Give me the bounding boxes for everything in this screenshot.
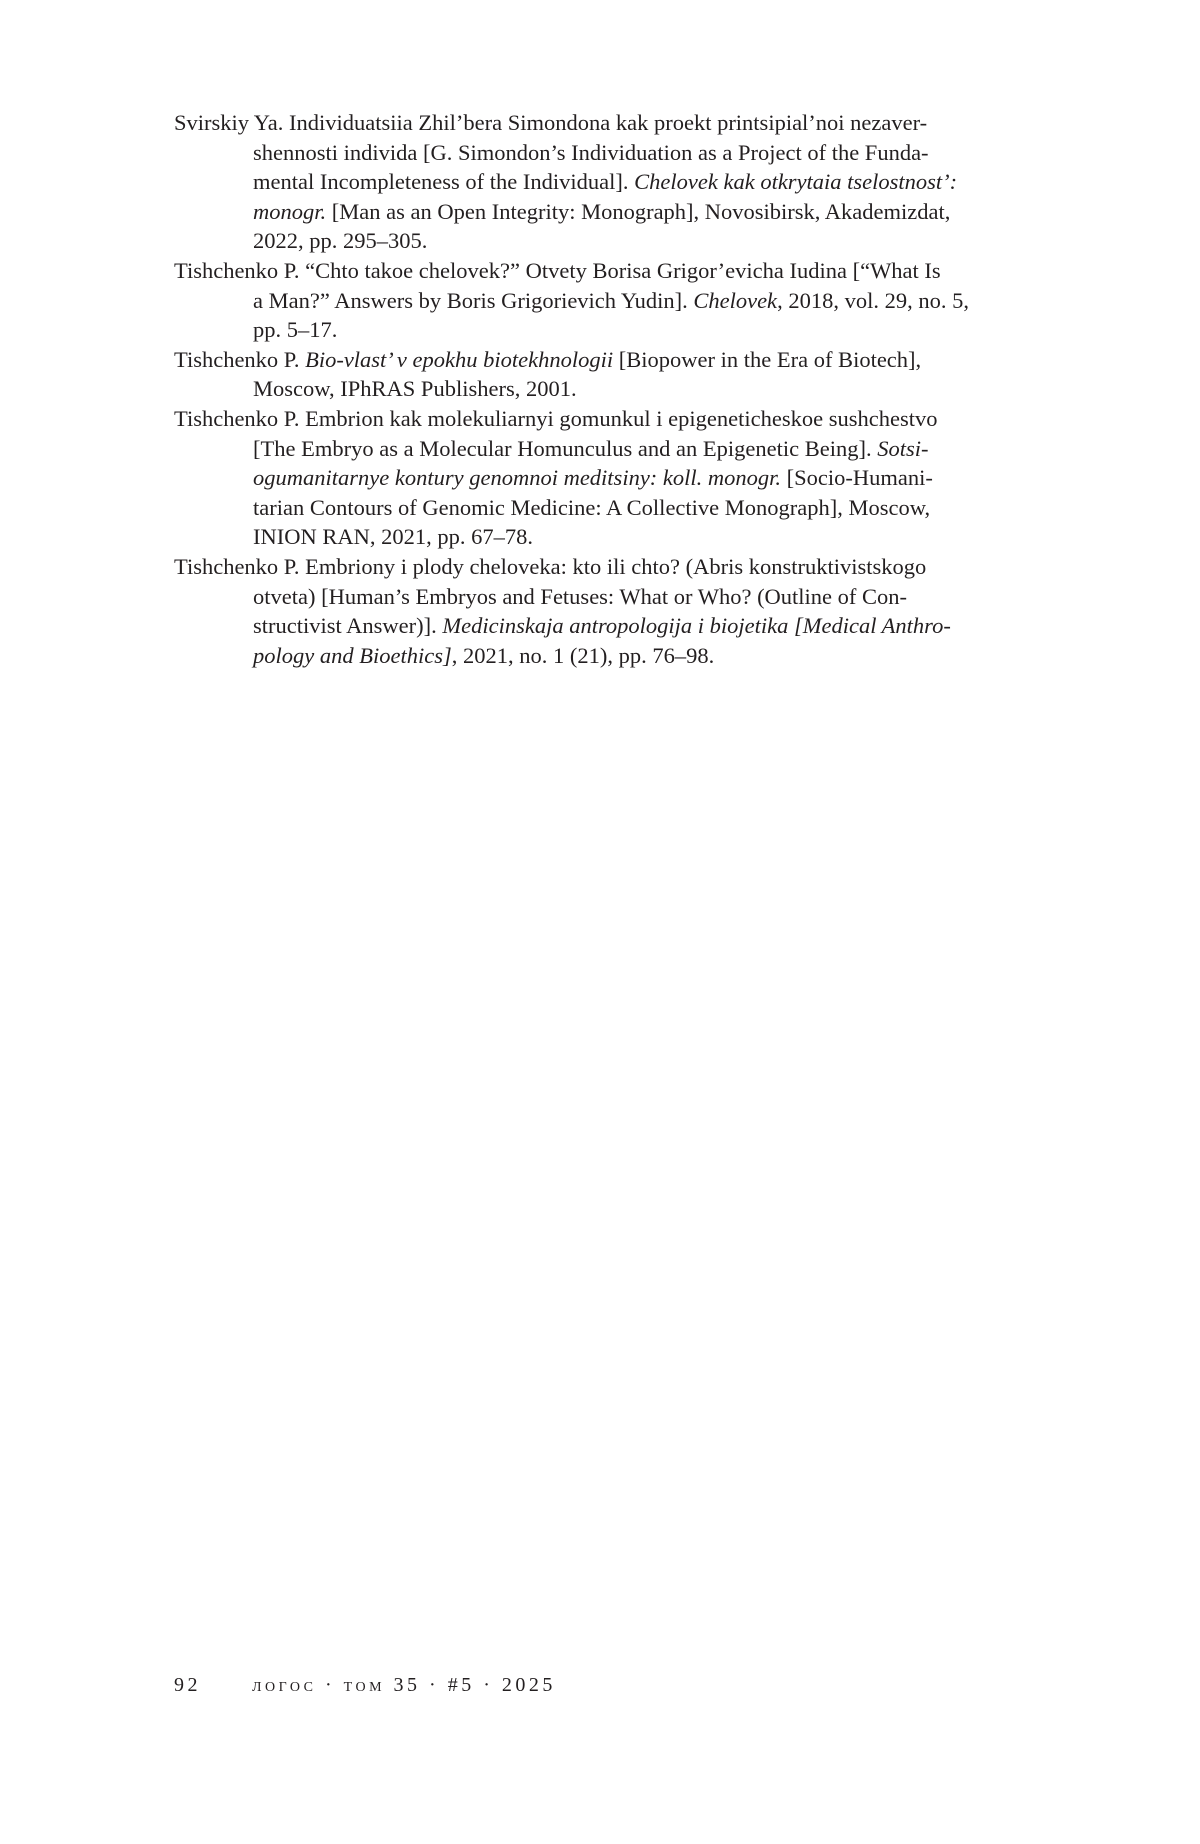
- reference-title-italic: Bio-vlast’ v epokhu biotekhnologii: [305, 346, 614, 372]
- reference-text: INION RAN, 2021, pp. 67–78.: [253, 524, 533, 550]
- reference-text: tarian Contours of Genomic Medicine: A Collective Monograph], Moscow,: [253, 494, 931, 520]
- reference-text: pp. 5–17.: [253, 317, 338, 343]
- reference-title-italic: pology and Bioethics]: [253, 642, 452, 668]
- reference-title-italic: Chelovek: [693, 287, 778, 313]
- reference-text: Tishchenko P.: [174, 346, 306, 372]
- reference-text: Tishchenko P. “Chto takoe chelovek?” Otvety Borisa Grigor’evicha Iudina [“What Is: [174, 257, 941, 283]
- reference-title-italic: monogr.: [253, 198, 327, 224]
- reference-text: Moscow, IPhRAS Publishers, 2001.: [253, 376, 577, 402]
- page-number: 92: [174, 1673, 201, 1696]
- page-footer: [174, 1668, 556, 1702]
- reference-text: [Socio-Humani-: [781, 465, 933, 491]
- reference-entry: [174, 345, 1026, 404]
- reference-entry: [174, 256, 1026, 345]
- reference-text: , 2018, vol. 29, no. 5,: [777, 287, 969, 313]
- reference-text: [Biopower in the Era of Biotech],: [613, 346, 922, 372]
- reference-entry: [174, 404, 1026, 552]
- reference-list: [174, 108, 1026, 670]
- reference-title-italic: ogumanitarnye kontury genomnoi meditsiny: koll. monogr.: [253, 465, 782, 491]
- reference-text: mental Incompleteness of the Individual].: [253, 169, 635, 195]
- reference-text: , 2021, no. 1 (21), pp. 76–98.: [451, 642, 715, 668]
- reference-text: 2022, pp. 295–305.: [253, 228, 428, 254]
- journal-running-title: логос · том 35 · #5 · 2025: [252, 1673, 556, 1696]
- reference-entry: [174, 552, 1026, 670]
- reference-title-italic: Chelovek kak otkrytaia tselostnost’:: [634, 169, 958, 195]
- reference-text: shennosti individa [G. Simondon’s Individuation as a Project of the Funda-: [253, 139, 929, 165]
- reference-text: Tishchenko P. Embriony i plody cheloveka: kto ili chto? (Abris konstruktivistskogo: [174, 553, 927, 579]
- reference-text: Tishchenko P. Embrion kak molekuliarnyi gomunkul i epigeneticheskoe sushchestvo: [174, 405, 938, 431]
- reference-entry: [174, 108, 1026, 256]
- reference-title-italic: Sotsi-: [877, 435, 929, 461]
- reference-text: [The Embryo as a Molecular Homunculus and an Epigenetic Being].: [253, 435, 878, 461]
- reference-text: [Man as an Open Integrity: Monograph], Novosibirsk, Akademizdat,: [326, 198, 951, 224]
- reference-title-italic: Medicinskaja antropologija i biojetika [Medical Anthro-: [442, 613, 951, 639]
- reference-text: otveta) [Human’s Embryos and Fetuses: What or Who? (Outline of Con-: [253, 583, 908, 609]
- reference-text: structivist Answer)].: [253, 613, 443, 639]
- reference-text: Svirskiy Ya. Individuatsiia Zhil’bera Simondona kak proekt printsipial’noi nezaver-: [174, 110, 928, 135]
- reference-text: a Man?” Answers by Boris Grigorievich Yudin].: [253, 287, 694, 313]
